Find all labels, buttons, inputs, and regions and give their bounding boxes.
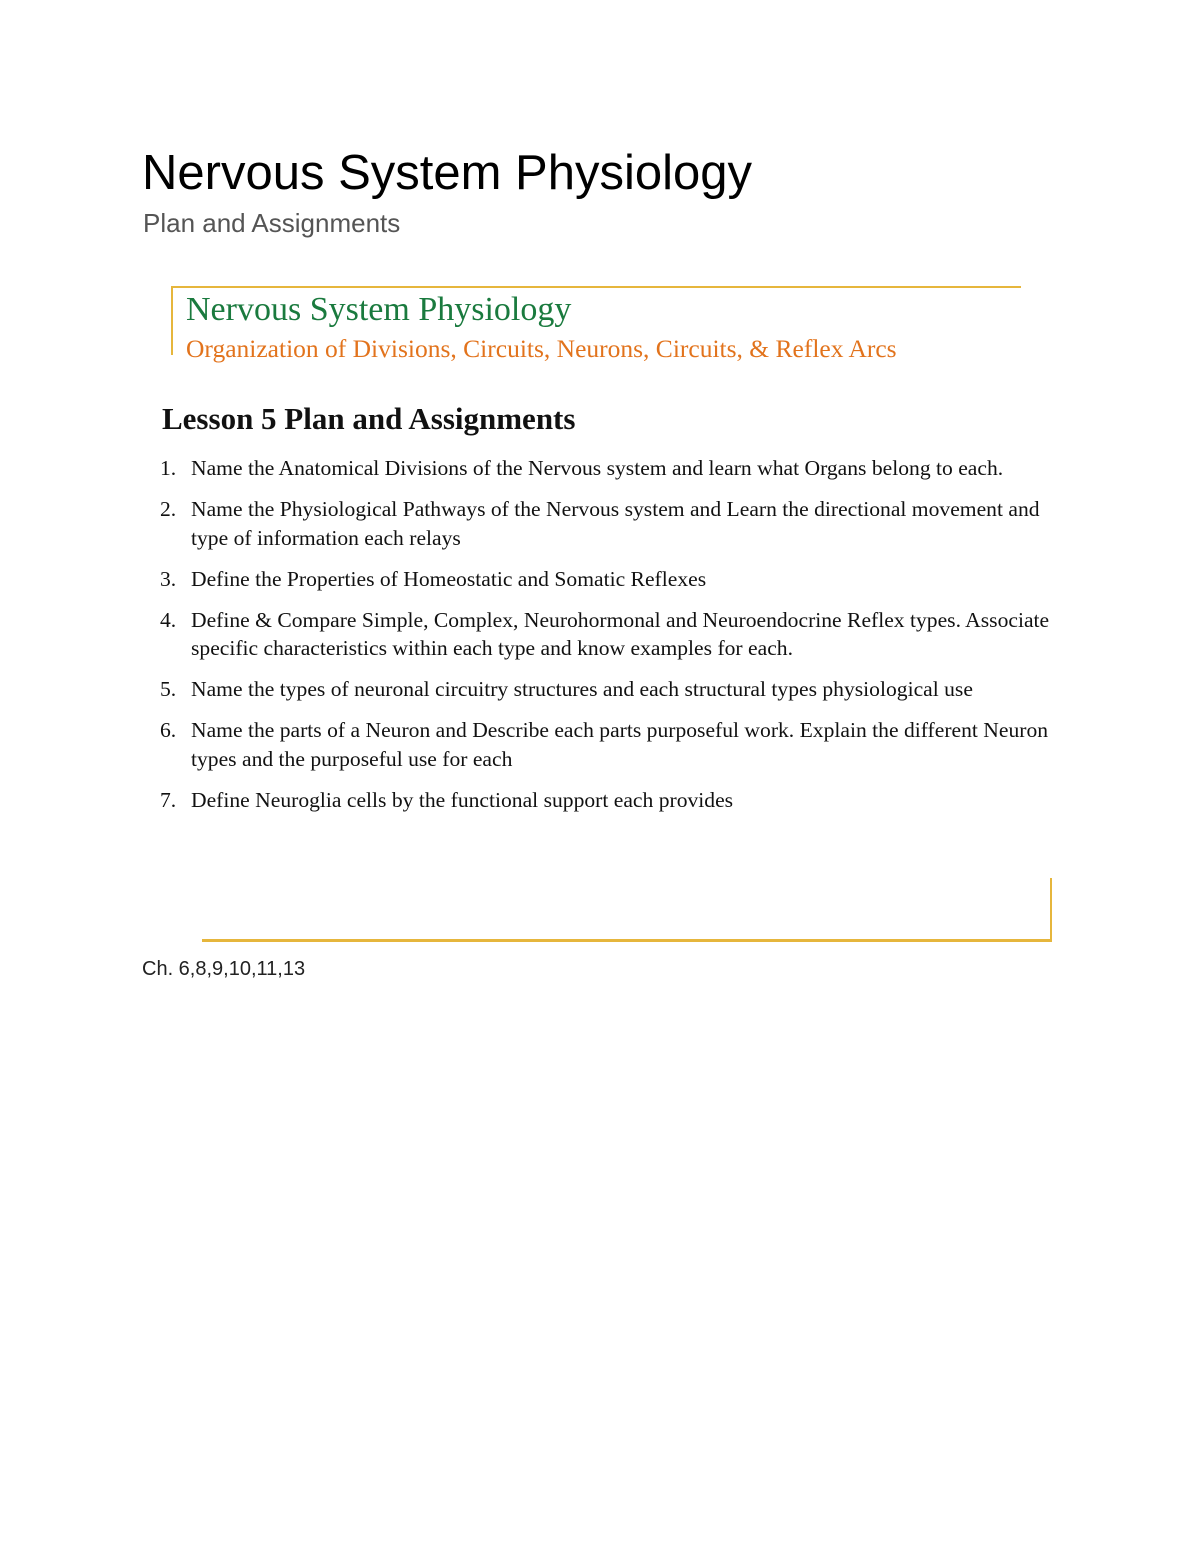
assignment-item-7 xyxy=(160,786,1050,815)
document-subtitle: Plan and Assignments xyxy=(143,208,401,238)
assignment-item-3 xyxy=(160,565,1050,594)
document-title: Nervous System Physiology xyxy=(142,146,753,200)
slide-title: Nervous System Physiology xyxy=(186,291,572,328)
assignment-number: 3. xyxy=(160,566,177,591)
assignment-number: 2. xyxy=(160,497,177,521)
embedded-lesson-slide xyxy=(160,284,1060,950)
assignment-number: 5. xyxy=(160,677,177,701)
assignment-text: Define Neuroglia cells by the functional support each provides xyxy=(191,787,734,812)
assignment-text: Name the parts of a Neuron and Describe each parts purposeful work. Explain the different Neuron types and the purposeful use for each xyxy=(191,718,1049,771)
assignment-text: Name the types of neuronal circuitry structures and each structural types physiological use xyxy=(191,677,973,701)
slide-frame-bottom-rule xyxy=(202,939,1052,942)
chapter-reference: Ch. 6,8,9,10,11,13 xyxy=(142,958,306,980)
assignment-number: 7. xyxy=(160,787,177,812)
assignment-item-6 xyxy=(160,716,1050,773)
assignment-item-5 xyxy=(160,675,1050,704)
assignment-list xyxy=(160,454,1050,827)
assignment-item-4 xyxy=(160,606,1050,663)
assignment-number: 6. xyxy=(160,718,177,742)
lesson-heading: Lesson 5 Plan and Assignments xyxy=(162,401,576,436)
assignment-item-2 xyxy=(160,495,1050,552)
slide-subtitle: Organization of Divisions, Circuits, Neurons, Circuits, & Reflex Arcs xyxy=(186,334,897,363)
assignment-text: Define the Properties of Homeostatic and Somatic Reflexes xyxy=(191,566,707,591)
slide-frame-right-rule xyxy=(1050,878,1052,942)
slide-frame-left-rule xyxy=(171,286,173,355)
assignment-text: Define & Compare Simple, Complex, Neurohormonal and Neuroendocrine Reflex types. Associate specific characteristics within each type and know examples for each. xyxy=(191,607,1050,660)
assignment-number: 1. xyxy=(160,456,177,480)
assignment-text: Name the Anatomical Divisions of the Nervous system and learn what Organs belong to each. xyxy=(191,456,1004,480)
assignment-number: 4. xyxy=(160,607,177,632)
assignment-text: Name the Physiological Pathways of the Nervous system and Learn the directional movement and type of information each relays xyxy=(191,497,1040,550)
assignment-item-1 xyxy=(160,454,1050,483)
